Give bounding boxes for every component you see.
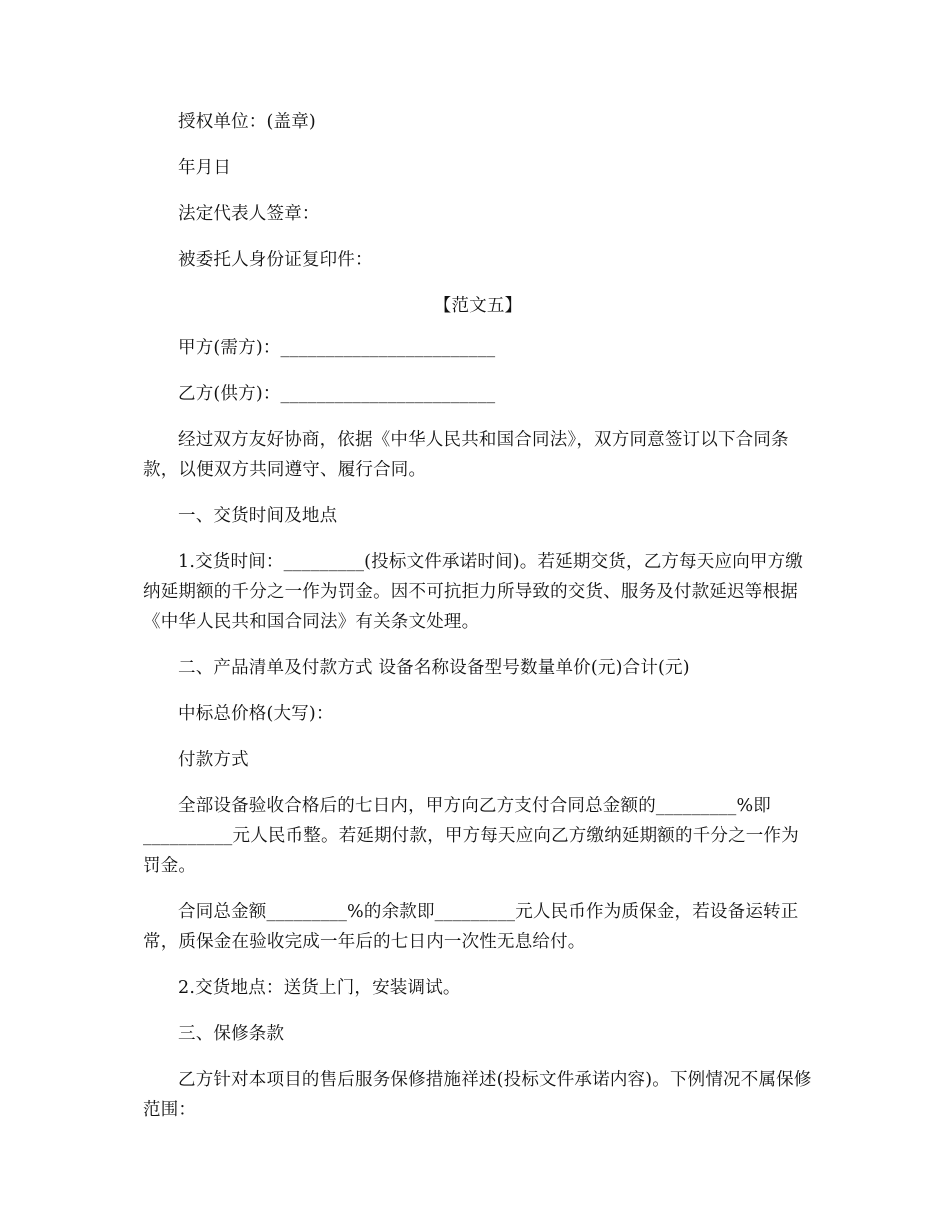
heading-delivery-time-place: 一、交货时间及地点 [178,506,338,526]
intro-paragraph: 经过双方友好协商，依据《中华人民共和国合同法》，双方同意签订以下合同条款，以便双方共同遵守、履行合同。 [143,430,789,480]
heading-product-list-payment: 二、产品清单及付款方式 设备名称设备型号数量单价(元)合计(元) [178,658,690,678]
date-line: 年月日 [178,158,232,178]
payment-method-line: 付款方式 [178,750,249,770]
payment-terms-paragraph: 全部设备验收合格后的七日内，甲方向乙方支付合同总金额的_________%即__________元人民币整。若延期付款，甲方每天应向乙方缴纳延期额的千分之一作为罚金。 [143,796,799,876]
party-b-line: 乙方(供方)：________________________ [178,384,496,404]
legal-representative-signature-line: 法定代表人签章： [178,204,320,224]
party-a-line: 甲方(需方)：________________________ [178,338,496,358]
section-heading: 【范文五】 [433,296,523,316]
authorizing-unit-line: 授权单位：(盖章) [178,112,316,132]
id-copy-line: 被委托人身份证复印件： [178,250,373,270]
document-body [143,107,813,1141]
warranty-deposit-paragraph: 合同总金额_________%的余款即_________元人民币作为质保金，若设备运转正常，质保金在验收完成一年后的七日内一次性无息给付。 [143,902,799,952]
warranty-terms-paragraph: 乙方针对本项目的售后服务保修措施祥述(投标文件承诺内容)。下例情况不属保修范围： [143,1070,812,1120]
total-price-line: 中标总价格(大写)： [178,704,334,724]
heading-warranty-terms: 三、保修条款 [178,1024,285,1044]
delivery-place-line: 2.交货地点：送货上门，安装调试。 [178,978,461,998]
delivery-time-paragraph: 1.交货时间：_________(投标文件承诺时间)。若延期交货，乙方每天应向甲方缴纳延期额的千分之一作为罚金。因不可抗拒力所导致的交货、服务及付款延迟等根据《中华人民共和国合同法》有关条文处理。 [143,552,803,632]
